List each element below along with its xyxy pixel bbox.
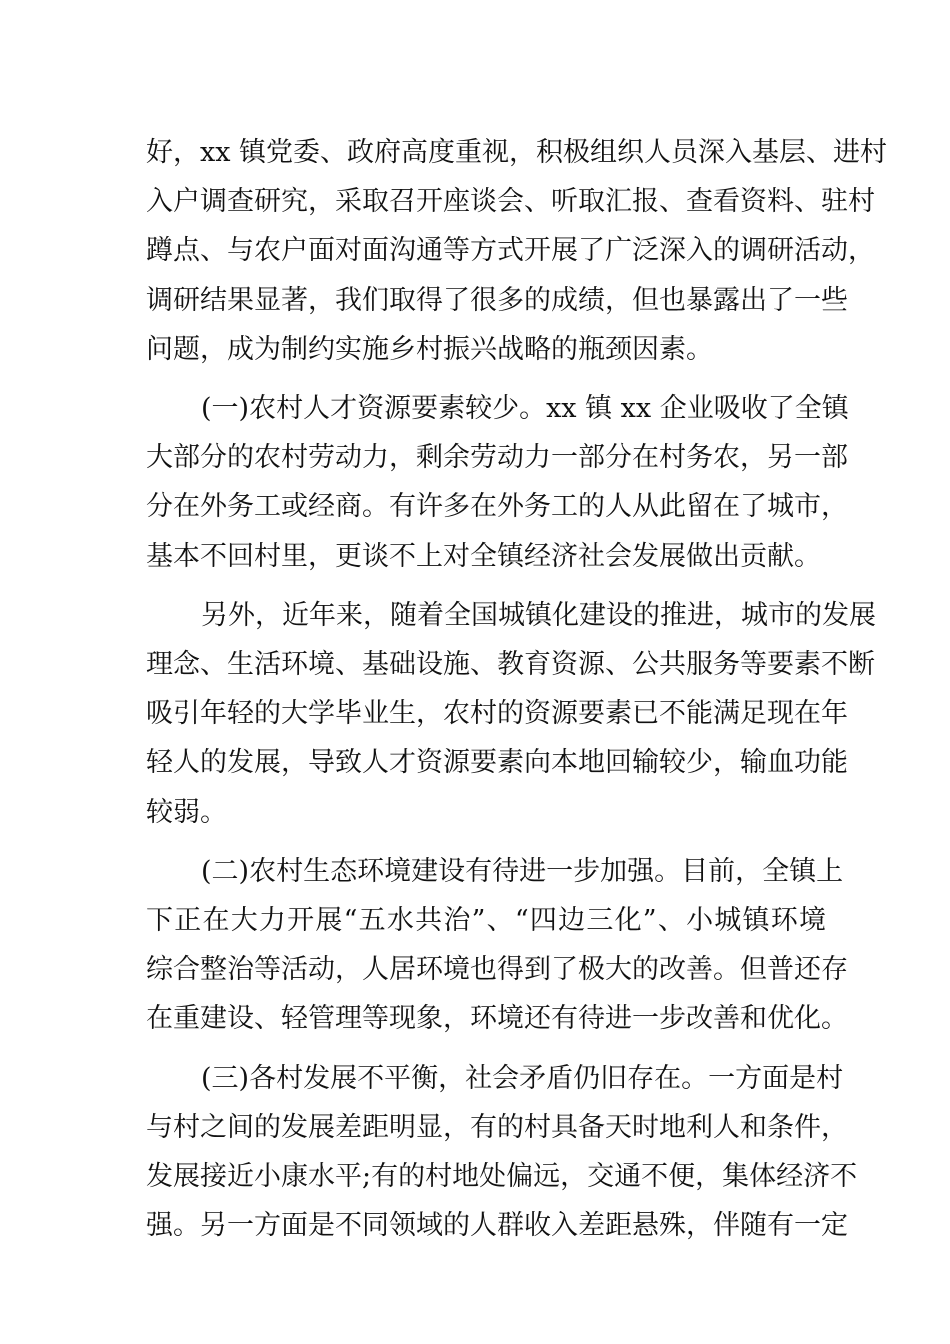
paragraph-section-1 (146, 384, 849, 581)
paragraph-intro (146, 128, 888, 374)
text-line: 发展接近小康水平;有的村地处偏远，交通不便，集体经济不 (146, 1161, 858, 1193)
text-line: 好，xx 镇党委、政府高度重视，积极组织人员深入基层、进村 (146, 137, 888, 168)
document-body (146, 128, 888, 1250)
text-line: 下正在大力开展“五水共治”、“四边三化”、小城镇环境 (146, 905, 826, 937)
text-line: 调研结果显著，我们取得了很多的成绩，但也暴露出了一些 (146, 284, 848, 316)
text-line: 综合整治等活动，人居环境也得到了极大的改善。但普还存 (146, 954, 848, 986)
text-line: (一)农村人才资源要素较少。xx 镇 xx 企业吸收了全镇 (201, 393, 849, 425)
paragraph-section-1-cont (146, 591, 876, 837)
text-line: 入户调查研究，采取召开座谈会、听取汇报、查看资料、驻村 (146, 186, 875, 218)
text-line: 强。另一方面是不同领域的人群收入差距悬殊，伴随有一定 (146, 1210, 848, 1242)
text-line: 分在外务工或经商。有许多在外务工的人从此留在了城市， (146, 491, 848, 523)
text-line: 基本不回村里，更谈不上对全镇经济社会发展做出贡献。 (146, 540, 821, 572)
text-line: 问题，成为制约实施乡村振兴战略的瓶颈因素。 (146, 333, 713, 365)
text-line: 较弱。 (146, 796, 227, 828)
paragraph-section-2 (146, 847, 848, 1044)
text-line: (三)各村发展不平衡，社会矛盾仍旧存在。一方面是村 (201, 1062, 844, 1094)
paragraph-section-3 (146, 1054, 858, 1251)
text-line: 在重建设、轻管理等现象，环境还有待进一步改善和优化。 (146, 1003, 848, 1035)
text-line: 蹲点、与农户面对面沟通等方式开展了广泛深入的调研活动， (146, 235, 875, 267)
text-line: 理念、生活环境、基础设施、教育资源、公共服务等要素不断 (146, 649, 875, 681)
text-line: 轻人的发展，导致人才资源要素向本地回输较少，输血功能 (146, 747, 848, 779)
text-line: 大部分的农村劳动力，剩余劳动力一部分在村务农，另一部 (146, 442, 848, 474)
text-line: 与村之间的发展差距明显，有的村具备天时地利人和条件， (146, 1111, 848, 1143)
text-line: 另外，近年来，随着全国城镇化建设的推进，城市的发展 (201, 599, 876, 631)
text-line: 吸引年轻的大学毕业生，农村的资源要素已不能满足现在年 (146, 698, 848, 730)
text-line: (二)农村生态环境建设有待进一步加强。目前，全镇上 (201, 855, 844, 887)
